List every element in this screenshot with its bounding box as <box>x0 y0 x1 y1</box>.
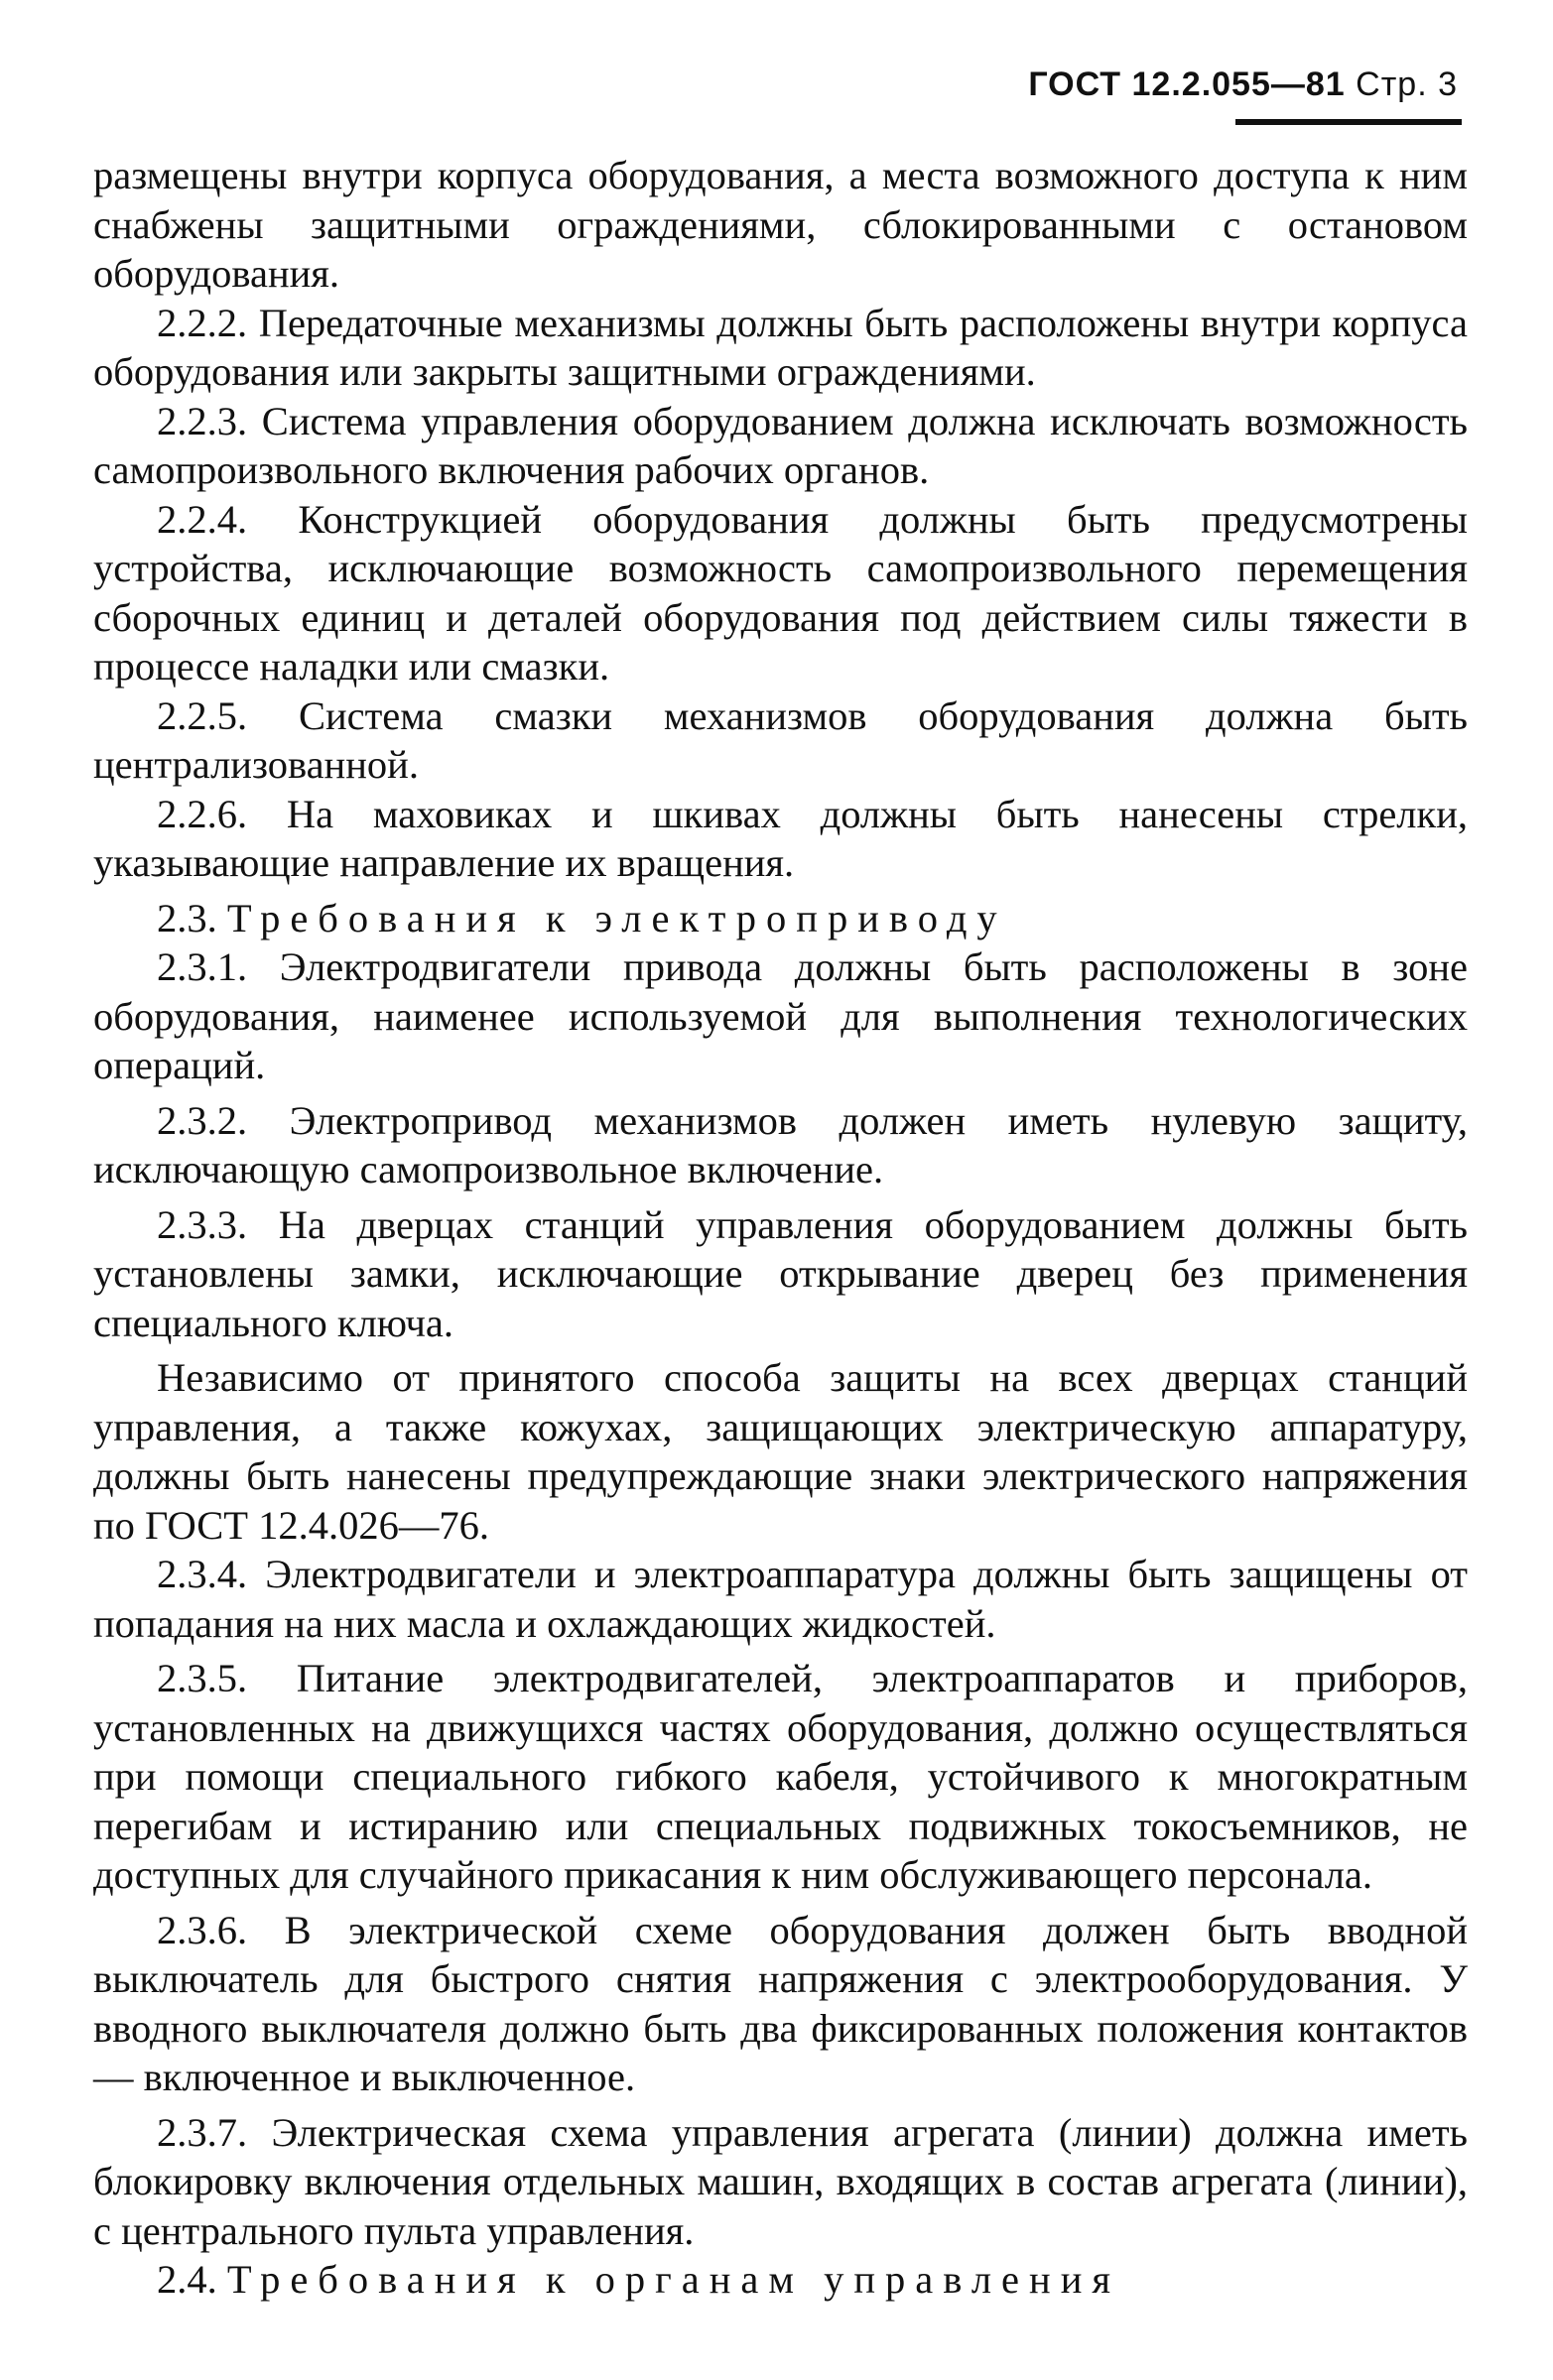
clause-2-2-3: 2.2.3. Система управления оборудованием должна исключать возможность самопроизвольного включения рабочих органов. <box>93 398 1468 492</box>
clause-2-2-5: 2.2.5. Система смазки механизмов оборудования должна быть централизованной. <box>93 692 1468 787</box>
standard-number: ГОСТ 12.2.055—81 <box>1028 65 1346 103</box>
header-rule <box>1235 119 1462 125</box>
clause-2-2-6: 2.2.6. На маховиках и шкивах должны быть нанесены стрелки, указывающие направление их вращения. <box>93 791 1468 885</box>
clause-2-3-2: 2.3.2. Электропривод механизмов должен иметь нулевую защиту, исключающую самопроизвольное включение. <box>93 1097 1468 1191</box>
section-heading-2-3 <box>93 894 1468 943</box>
clause-2-3-3-note: Независимо от принятого способа защиты на всех дверцах станций управления, а также кожухах, защищающих электрическую аппаратуру, должны быть нанесены предупреждающие знаки электрического напряжения по ГОСТ 12.4.026—76. <box>93 1355 1468 1548</box>
section-number: 2.4. <box>157 2257 217 2302</box>
clause-2-2-2: 2.2.2. Передаточные механизмы должны быть расположены внутри корпуса оборудования или закрыты защитными ограждениями. <box>93 300 1468 394</box>
page-header <box>1028 65 1458 104</box>
clause-2-3-5: 2.3.5. Питание электродвигателей, электроаппаратов и приборов, установленных на движущихся частях оборудования, должно осуществляться при помощи специального гибкого кабеля, устойчивого к многократным перегибам и истиранию или специальных подвижных токосъемников, не доступных для случайного прикасания к ним обслуживающего персонала. <box>93 1656 1468 1897</box>
section-title: Требования к электроприводу <box>226 895 1007 940</box>
page-number: Стр. 3 <box>1356 65 1458 103</box>
clause-2-2-4: 2.2.4. Конструкцией оборудования должны быть предусмотрены устройства, исключающие возможность самопроизвольного перемещения сборочных единиц и деталей оборудования под действием силы тяжести в процессе наладки или смазки. <box>93 496 1468 689</box>
body-text <box>93 151 1468 2305</box>
section-number: 2.3. <box>157 895 217 940</box>
clause-2-3-4: 2.3.4. Электродвигатели и электроаппаратура должны быть защищены от попадания на них масла и охлаждающих жидкостей. <box>93 1552 1468 1646</box>
paragraph-continuation: размещены внутри корпуса оборудования, а места возможного доступа к ним снабжены защитными ограждениями, сблокированными с остановом оборудования. <box>93 153 1468 296</box>
clause-2-3-3: 2.3.3. На дверцах станций управления оборудованием должны быть установлены замки, исключающие открывание дверец без применения специального ключа. <box>93 1201 1468 1345</box>
clause-2-3-7: 2.3.7. Электрическая схема управления агрегата (линии) должна иметь блокировку включения отдельных машин, входящих в состав агрегата (линии), с центрального пульта управления. <box>93 2109 1468 2253</box>
clause-2-3-1: 2.3.1. Электродвигатели привода должны быть расположены в зоне оборудования, наименее используемой для выполнения технологических операций. <box>93 944 1468 1087</box>
clause-2-3-6: 2.3.6. В электрической схеме оборудования должен быть вводной выключатель для быстрого снятия напряжения с электрооборудования. У вводного выключателя должно быть два фиксированных положения контактов — включенное и выключенное. <box>93 1907 1468 2099</box>
section-title: Требования к органам управления <box>226 2257 1121 2302</box>
section-heading-2-4 <box>93 2255 1468 2305</box>
